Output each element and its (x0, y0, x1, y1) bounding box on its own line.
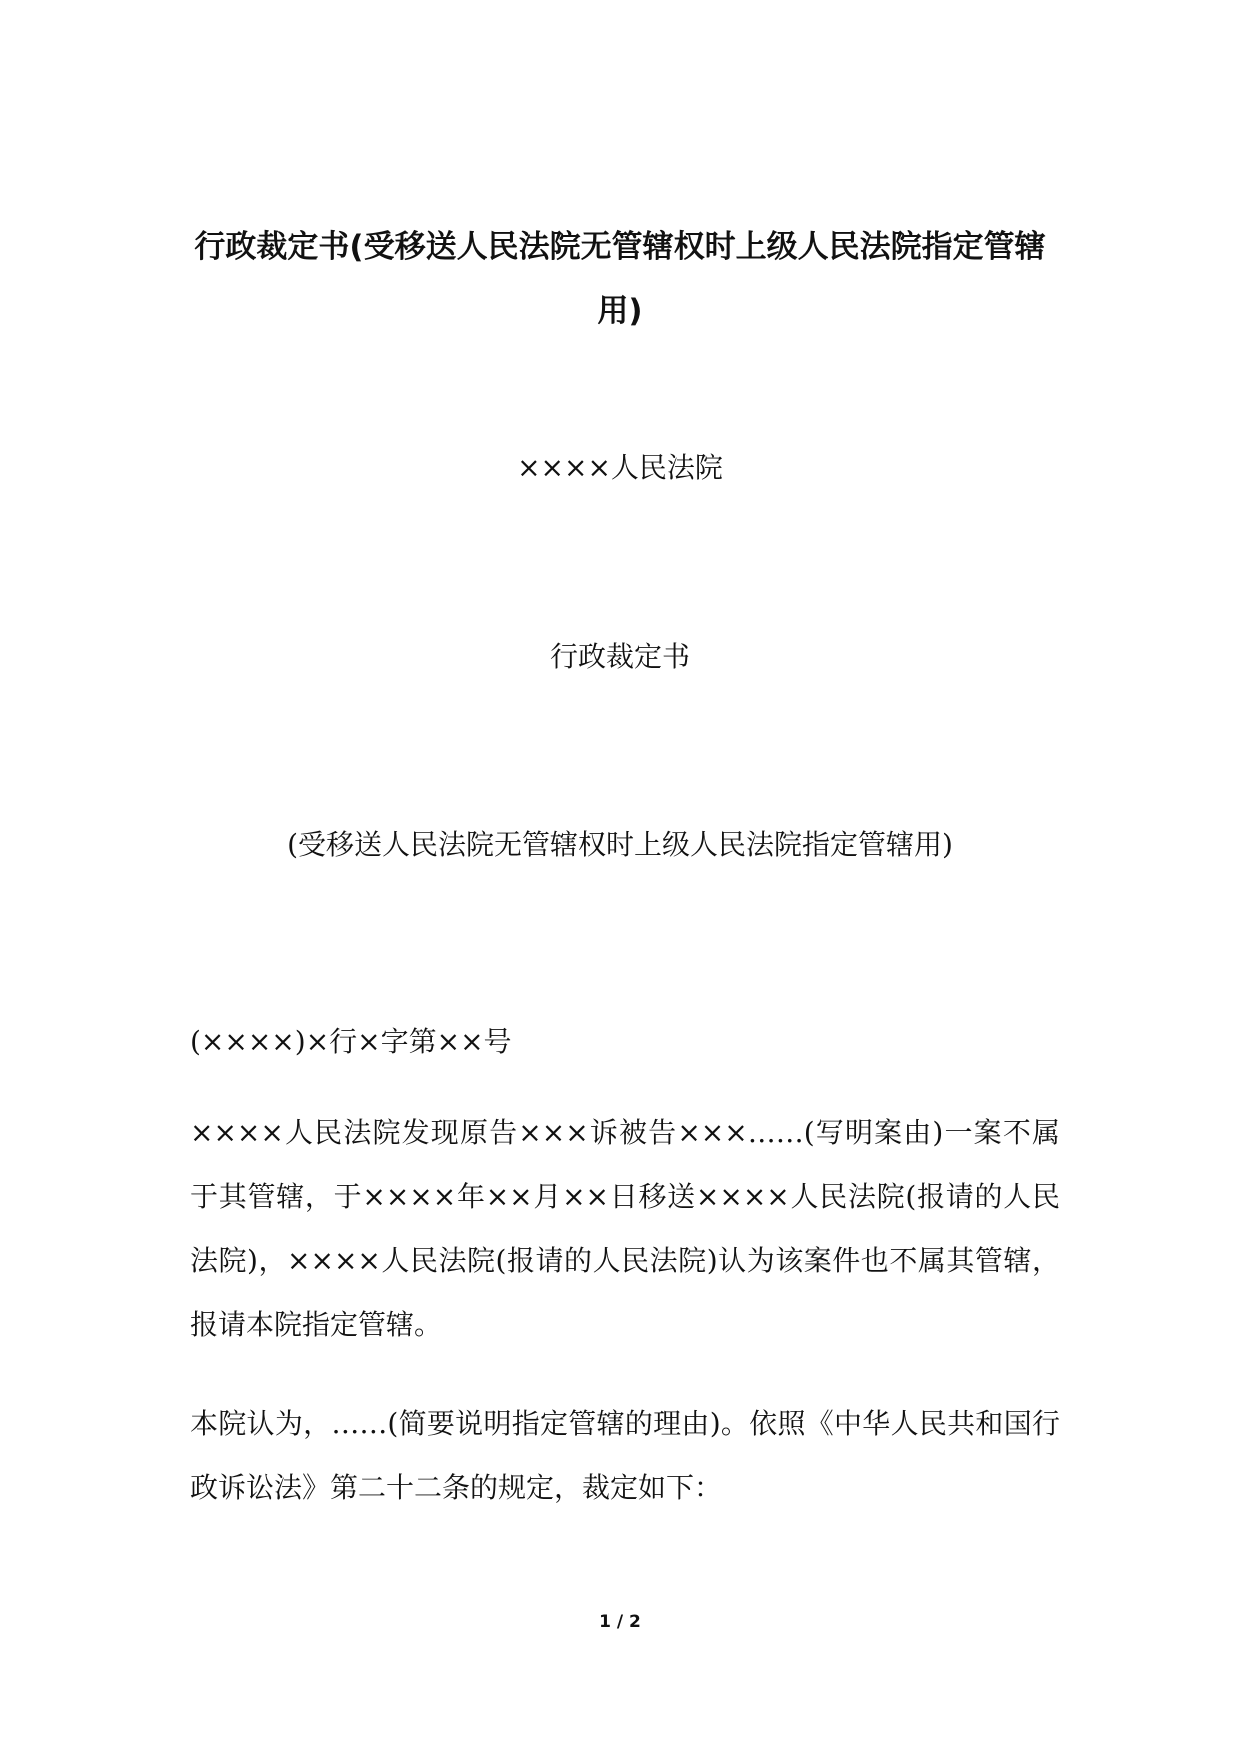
body-paragraph-1: ××××人民法院发现原告×××诉被告×××……(写明案由)一案不属于其管辖，于××××年××月××日移送××××人民法院(报请的人民法院)，××××人民法院(报请的人民法院)认为该案件也不属其管辖，报请本院指定管辖。 (190, 1116, 1060, 1341)
case-number: (××××)×行×字第××号 (190, 1025, 512, 1058)
court-name: ××××人民法院 (517, 451, 723, 484)
page-indicator: 1 / 2 (599, 1612, 641, 1632)
document-subtitle: (受移送人民法院无管辖权时上级人民法院指定管辖用) (287, 828, 953, 861)
body-paragraph-2: 本院认为，……(简要说明指定管辖的理由)。依照《中华人民共和国行政诉讼法》第二十二条的规定，裁定如下： (190, 1407, 1060, 1504)
document-type: 行政裁定书 (549, 640, 690, 673)
document-title: 行政裁定书(受移送人民法院无管辖权时上级人民法院指定管辖用) (194, 229, 1046, 329)
